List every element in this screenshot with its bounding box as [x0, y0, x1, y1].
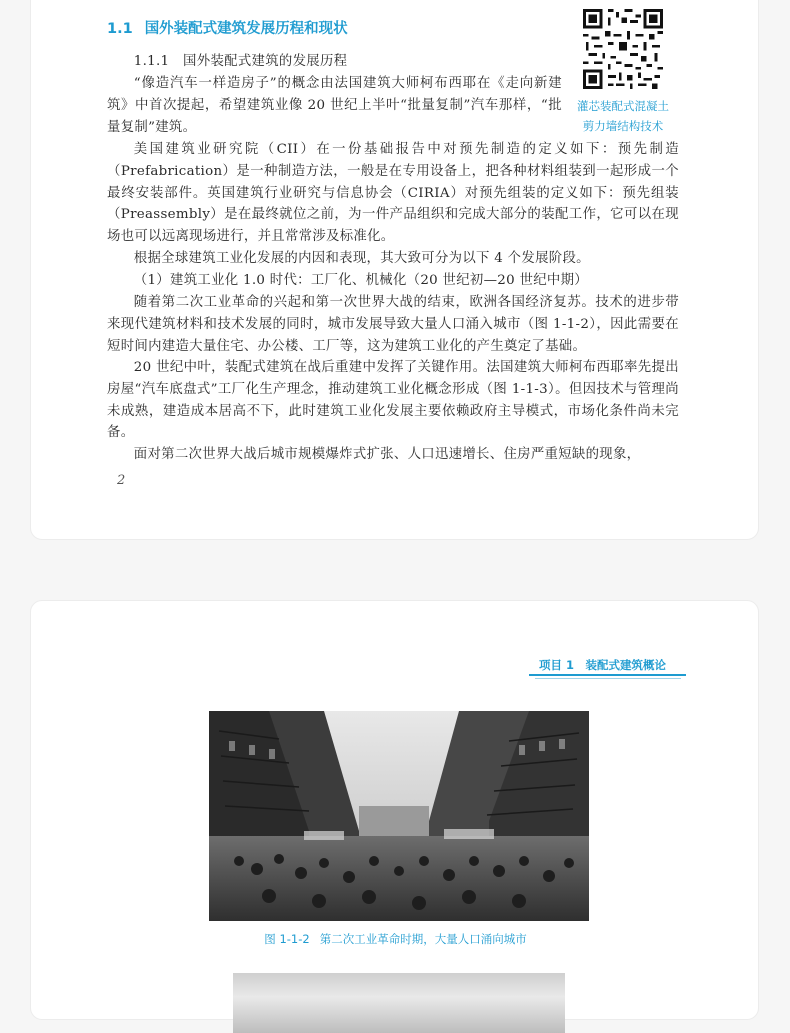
qr-caption	[571, 96, 675, 136]
subsection-heading: 1.1.1 国外装配式建筑的发展历程	[133, 54, 348, 69]
paragraph-4: 随着第二次工业革命的兴起和第一次世界大战的结束，欧洲各国经济复苏。技术的进步带来现代建筑材料和技术发展的同时，城市发展导致大量人口涌入城市（图 1-1-2），因此需要在短时间内建造大量住宅、办公楼、工厂等，这为建筑工业化的产生奠定了基础。	[107, 295, 679, 354]
paragraph-2: 美国建筑业研究院（CII）在一份基础报告中对预先制造的定义如下：预先制造（Prefabrication）是一种制造方法，一般是在专用设备上，把各种材料组装到一起形成一个最终安装部件。英国建筑行业研究与信息协会（CIRIA）对预先组装的定义如下：预先组装（Preassembly）是在最终就位之前，为一件产品组织和完成大部分的装配工作，它可以在现场也可以远离现场进行，并且常常涉及标准化。	[107, 142, 679, 245]
figure-number: 图 1-1-2	[264, 932, 310, 946]
figure-caption-text: 第二次工业革命时期，大量人口涌向城市	[319, 932, 527, 946]
stage-heading-1: （1）建筑工业化 1.0 时代：工厂化、机械化（20 世纪初—20 世纪中期）	[133, 273, 588, 288]
paragraph-3: 根据全球建筑工业化发展的内因和表现，其大致可分为以下 4 个发展阶段。	[133, 251, 590, 266]
page-1	[30, 0, 759, 540]
running-head-rule-secondary	[535, 678, 681, 679]
paragraph-1: “像造汽车一样造房子”的概念由法国建筑大师柯布西耶在《走向新建筑》中首次提起，希望建筑业像 20 世纪上半叶“批量复制”汽车那样，“批量复制”建筑。	[107, 76, 562, 135]
page-number: 2	[117, 473, 126, 488]
paragraph-6: 面对第二次世界大战后城市规模爆炸式扩张、人口迅速增长、住房严重短缺的现象，	[133, 447, 641, 462]
street-crowd-photo	[209, 711, 589, 921]
page-2	[30, 600, 759, 1020]
running-head: 项目 1 装配式建筑概论	[539, 658, 667, 672]
qr-code-icon[interactable]	[583, 9, 663, 89]
qr-caption-line-2: 剪力墙结构技术	[582, 119, 664, 133]
section-title: 国外装配式建筑发展历程和现状	[144, 21, 348, 37]
paragraph-5: 20 世纪中叶，装配式建筑在战后重建中发挥了关键作用。法国建筑大师柯布西耶率先提出房屋“汽车底盘式”工厂化生产理念，推动建筑工业化概念形成（图 1-1-3）。但因技术与管理尚未成熟，建造成本居高不下，此时建筑工业化发展主要依赖政府主导模式，市场化条件尚未完备。	[107, 360, 679, 441]
figure-caption	[31, 931, 760, 947]
next-figure-photo	[233, 973, 565, 1033]
running-head-rule	[529, 674, 686, 676]
qr-caption-line-1: 灌芯装配式混凝土	[577, 99, 669, 113]
section-heading	[107, 17, 348, 38]
section-number: 1.1	[107, 21, 133, 37]
